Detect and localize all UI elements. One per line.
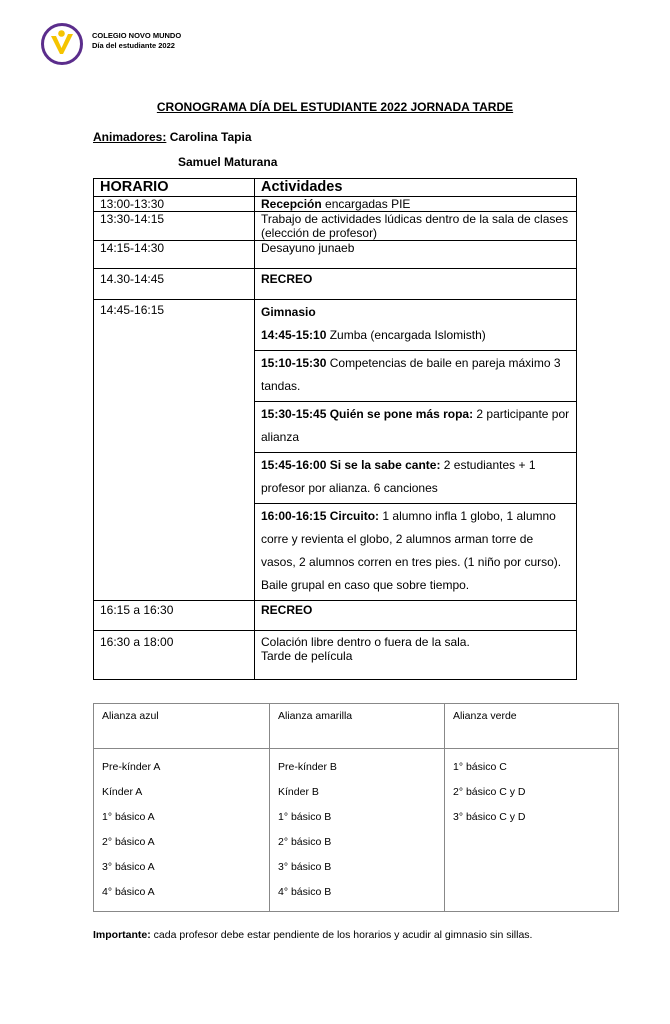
col-header-horario: HORARIO (94, 179, 255, 197)
schedule-table (93, 178, 577, 680)
animadores-line (93, 130, 252, 144)
note-label: Importante: (93, 929, 151, 941)
table-row (94, 631, 577, 680)
alliance-name: Alianza azul (94, 704, 270, 749)
schedule-header-row (94, 179, 577, 197)
important-note (93, 929, 532, 941)
time-cell: 13:30-14:15 (94, 212, 255, 241)
time-cell: 13:00-13:30 (94, 197, 255, 212)
list-item: 2° básico C y D (453, 786, 526, 798)
activity-cell: Trabajo de actividades lúdicas dentro de la sala de clases (elección de profesor) (255, 212, 577, 241)
gym-activity: 15:30-15:45 Quién se pone más ropa: 2 participante por alianza (255, 402, 577, 453)
time-cell: 14.30-14:45 (94, 269, 255, 300)
list-item: 3° básico A (102, 861, 155, 873)
list-item: 2° básico B (278, 836, 332, 848)
note-text: cada profesor debe estar pendiente de los horarios y acudir al gimnasio sin sillas. (150, 929, 533, 941)
time-cell: 16:30 a 18:00 (94, 631, 255, 680)
list-item: Kínder B (278, 786, 319, 798)
table-row (94, 269, 577, 300)
list-item: 1° básico A (102, 811, 155, 823)
gym-activity: 14:45-15:10 Zumba (encargada Islomisth) (261, 328, 486, 342)
col-header-actividades: Actividades (255, 179, 577, 197)
table-row (94, 212, 577, 241)
gym-activity: 15:10-15:30 Competencias de baile en pareja máximo 3 tandas. (255, 351, 577, 402)
time-cell: 16:15 a 16:30 (94, 601, 255, 631)
page-title: CRONOGRAMA DÍA DEL ESTUDIANTE 2022 JORNADA TARDE (156, 100, 514, 114)
table-row (94, 300, 577, 351)
activity-cell: RECREO (255, 269, 577, 300)
time-cell: 14:15-14:30 (94, 241, 255, 269)
activity-cell: Colación libre dentro o fuera de la sala. Tarde de película (255, 631, 577, 680)
school-info (92, 31, 181, 51)
gym-title: Gimnasio (261, 305, 316, 319)
alliance-list (445, 749, 619, 912)
school-logo (40, 22, 84, 66)
list-item: 2° básico A (102, 836, 155, 848)
alliance-name: Alianza verde (445, 704, 619, 749)
list-item: Pre-kínder A (102, 761, 161, 773)
table-row (94, 601, 577, 631)
activity-cell: RECREO (255, 601, 577, 631)
event-name: Día del estudiante 2022 (92, 41, 175, 50)
time-cell: 14:45-16:15 (94, 300, 255, 601)
activity-text: encargadas PIE (321, 197, 411, 211)
list-item: 1° básico C (453, 761, 507, 773)
animadores-label: Animadores: (93, 130, 167, 144)
list-item: 4° básico A (102, 886, 155, 898)
alliances-table (93, 703, 619, 912)
list-item: Pre-kínder B (278, 761, 337, 773)
table-row (94, 197, 577, 212)
alliance-name: Alianza amarilla (270, 704, 445, 749)
alliance-list (270, 749, 445, 912)
list-item: 3° básico C y D (453, 811, 526, 823)
activity-bold: Recepción (261, 197, 322, 211)
list-item: 3° básico B (278, 861, 332, 873)
activity-cell: Desayuno junaeb (255, 241, 577, 269)
alliance-list (94, 749, 270, 912)
gym-block (255, 300, 577, 351)
activity-cell (255, 197, 577, 212)
alliance-header-row (94, 704, 619, 749)
animador-1: Carolina Tapia (169, 130, 252, 144)
document-header (40, 22, 181, 66)
table-row (94, 241, 577, 269)
alliance-items-row (94, 749, 619, 912)
list-item: 1° básico B (278, 811, 332, 823)
gym-activity: 15:45-16:00 Si se la sabe cante: 2 estudiantes + 1 profesor por alianza. 6 canciones (255, 453, 577, 504)
school-name: COLEGIO NOVO MUNDO (92, 31, 182, 40)
gym-activity: 16:00-16:15 Circuito: 1 alumno infla 1 globo, 1 alumno corre y revienta el globo, 2 alumnos arman torre de vasos, 2 alumnos corren en tres pies. (1 niño por curso). Baile grupal en caso que sobre tiempo. (255, 504, 577, 601)
animador-2: Samuel Maturana (178, 155, 278, 169)
list-item: 4° básico B (278, 886, 332, 898)
list-item: Kínder A (102, 786, 143, 798)
